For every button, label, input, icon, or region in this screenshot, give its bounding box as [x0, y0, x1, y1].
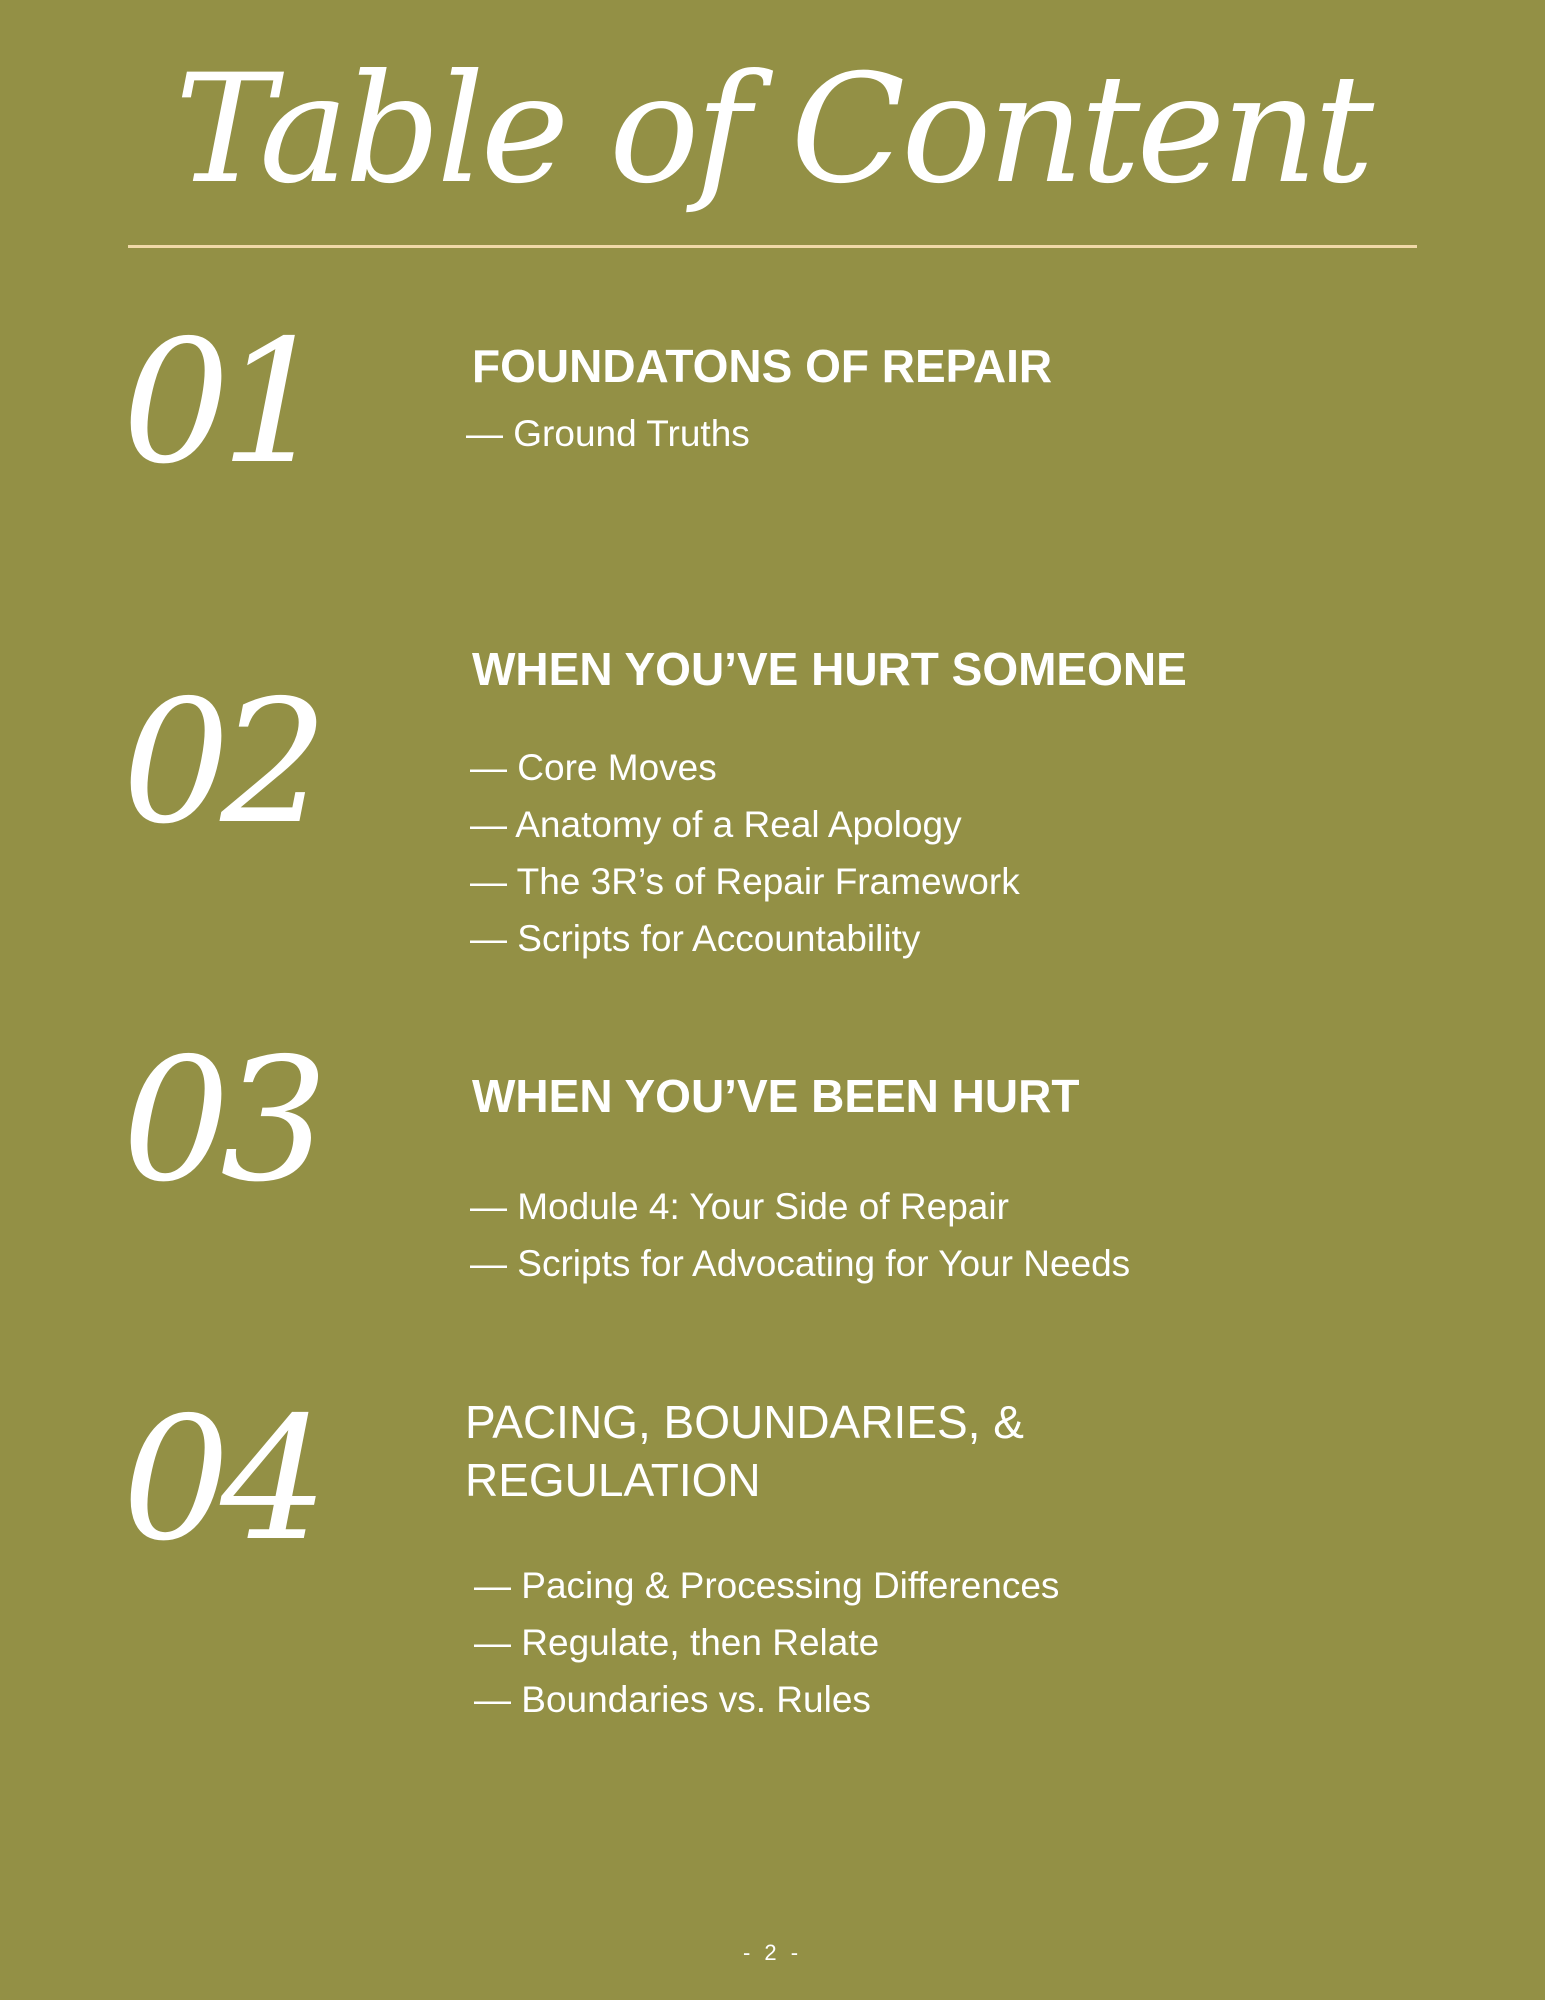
page-title: Table of Content — [174, 43, 1371, 217]
section-heading: WHEN YOU’VE BEEN HURT — [472, 1070, 1080, 1122]
toc-item: — Boundaries vs. Rules — [474, 1679, 871, 1720]
page-number: - 2 - — [742, 1940, 803, 1965]
section-items — [470, 739, 1020, 967]
section-heading: WHEN YOU’VE HURT SOMEONE — [472, 643, 1187, 695]
toc-item: — Module 4: Your Side of Repair — [470, 1186, 1009, 1227]
title-divider — [128, 245, 1417, 248]
section-number: 02 — [122, 664, 319, 862]
toc-item: — Regulate, then Relate — [474, 1622, 880, 1663]
toc-item: — Core Moves — [470, 747, 717, 788]
toc-item: — Pacing & Processing Differences — [474, 1565, 1060, 1606]
toc-item: — The 3R’s of Repair Framework — [470, 861, 1020, 902]
section-items — [474, 1557, 1059, 1728]
section-number: 03 — [122, 1022, 319, 1220]
toc-item: — Scripts for Accountability — [470, 918, 921, 959]
toc-item: — Anatomy of a Real Apology — [470, 804, 962, 845]
section-items — [466, 405, 750, 462]
toc-item: — Scripts for Advocating for Your Needs — [470, 1243, 1131, 1284]
toc-item: — Ground Truths — [466, 413, 750, 454]
section-number: 04 — [122, 1381, 319, 1579]
section-items — [470, 1178, 1130, 1292]
section-heading: PACING, BOUNDARIES, & REGULATION — [465, 1396, 1024, 1506]
section-number: 01 — [122, 304, 319, 502]
section-heading: FOUNDATONS OF REPAIR — [472, 340, 1053, 392]
